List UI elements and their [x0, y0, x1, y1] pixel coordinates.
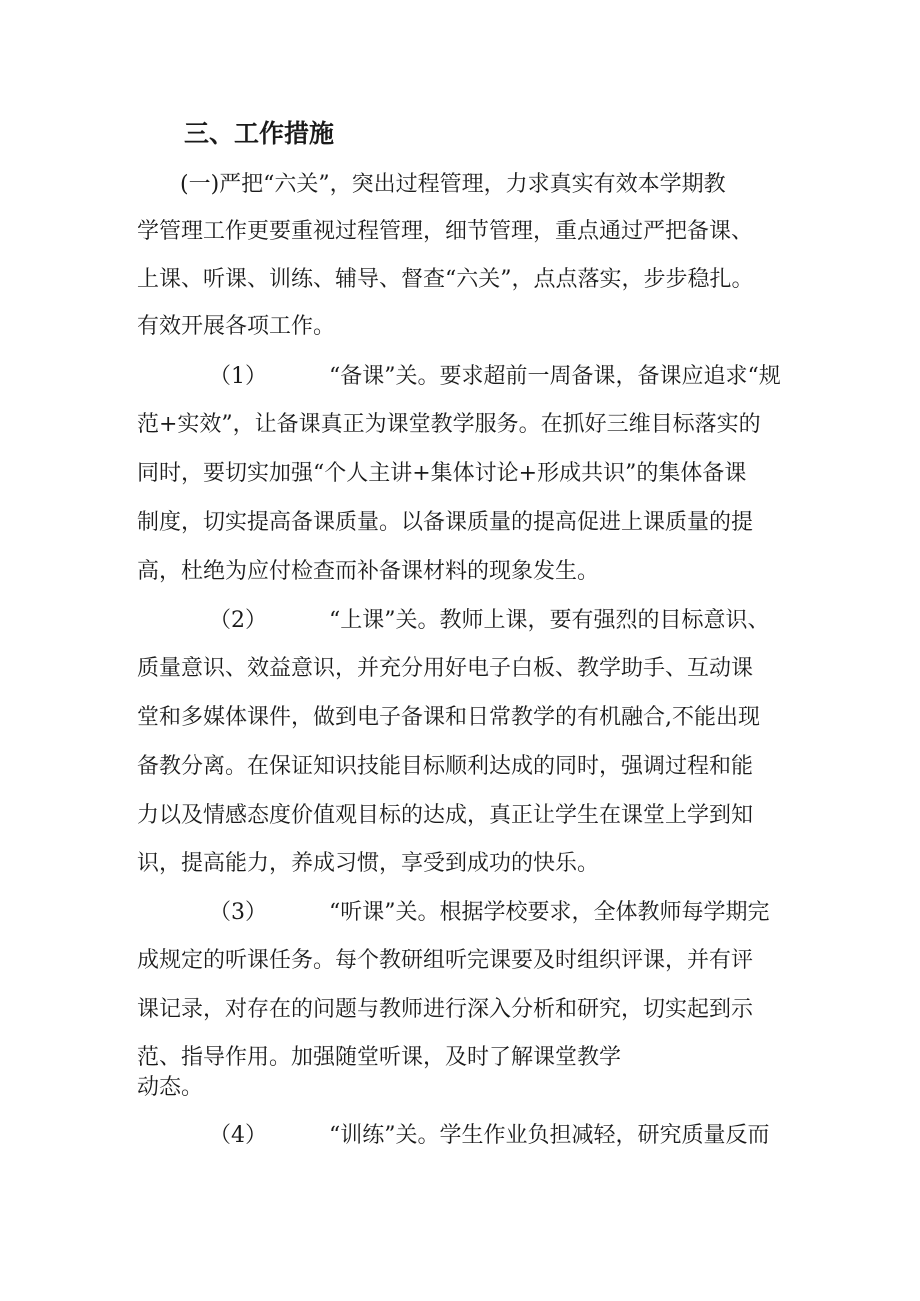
paragraph-line: 课记录，对存在的问题与教师进行深入分析和研究，切实起到示	[137, 997, 754, 1022]
section-heading: 三、工作措施	[184, 119, 335, 148]
paragraph-line: 识，提高能力，养成习惯，享受到成功的快乐。	[137, 851, 600, 876]
item-first-line	[209, 1121, 770, 1151]
paragraph-line: 成规定的听课任务。每个教研组听完课要及时组织评课，并有评	[137, 948, 754, 973]
paragraph-line: 备教分离。在保证知识技能目标顺利达成的同时，强调过程和能	[137, 754, 754, 779]
item-number: （4）	[209, 1123, 267, 1148]
item-first-line	[209, 606, 770, 636]
paragraph-line: (一)严把“六关”，突出过程管理，力求真实有效本学期教	[180, 172, 726, 197]
paragraph-line: 力以及情感态度价值观目标的达成，真正让学生在课堂上学到知	[137, 803, 754, 828]
paragraph-line: 有效开展各项工作。	[137, 314, 336, 339]
item-number: （1）	[209, 364, 267, 389]
item-first-line	[209, 898, 770, 928]
item-text: “听课”关。根据学校要求，全体教师每学期完	[329, 900, 770, 925]
item-text: “备课”关。要求超前一周备课，备课应追求“规	[329, 364, 781, 389]
paragraph-line: 范、指导作用。加强随堂听课，及时了解课堂教学	[137, 1045, 622, 1070]
item-first-line	[209, 362, 781, 392]
item-text: “训练”关。学生作业负担减轻，研究质量反而	[329, 1123, 770, 1148]
paragraph-line: 上课、听课、训练、辅导、督查“六关”，点点落实，步步稳扎。	[137, 267, 754, 292]
paragraph-line: 同时，要切实加强“个人主讲+集体讨论+形成共识”的集体备课	[137, 461, 747, 486]
item-number: （3）	[209, 900, 267, 925]
paragraph-line: 制度，切实提高备课质量。以备课质量的提高促进上课质量的提	[137, 510, 754, 535]
paragraph-line: 动态。	[137, 1075, 204, 1100]
item-text: “上课”关。教师上课，要有强烈的目标意识、	[329, 608, 770, 633]
paragraph-line: 高，杜绝为应付检查而补备课材料的现象发生。	[137, 559, 600, 584]
paragraph-line: 质量意识、效益意识，并充分用好电子白板、教学助手、互动课	[137, 656, 754, 681]
item-number: （2）	[209, 608, 267, 633]
paragraph-line: 堂和多媒体课件，做到电子备课和日常教学的有机融合,不能出现	[137, 705, 760, 730]
paragraph-line: 学管理工作更要重视过程管理，细节管理，重点通过严把备课、	[137, 219, 754, 244]
paragraph-line: 范+实效”，让备课真正为课堂教学服务。在抓好三维目标落实的	[137, 412, 761, 437]
